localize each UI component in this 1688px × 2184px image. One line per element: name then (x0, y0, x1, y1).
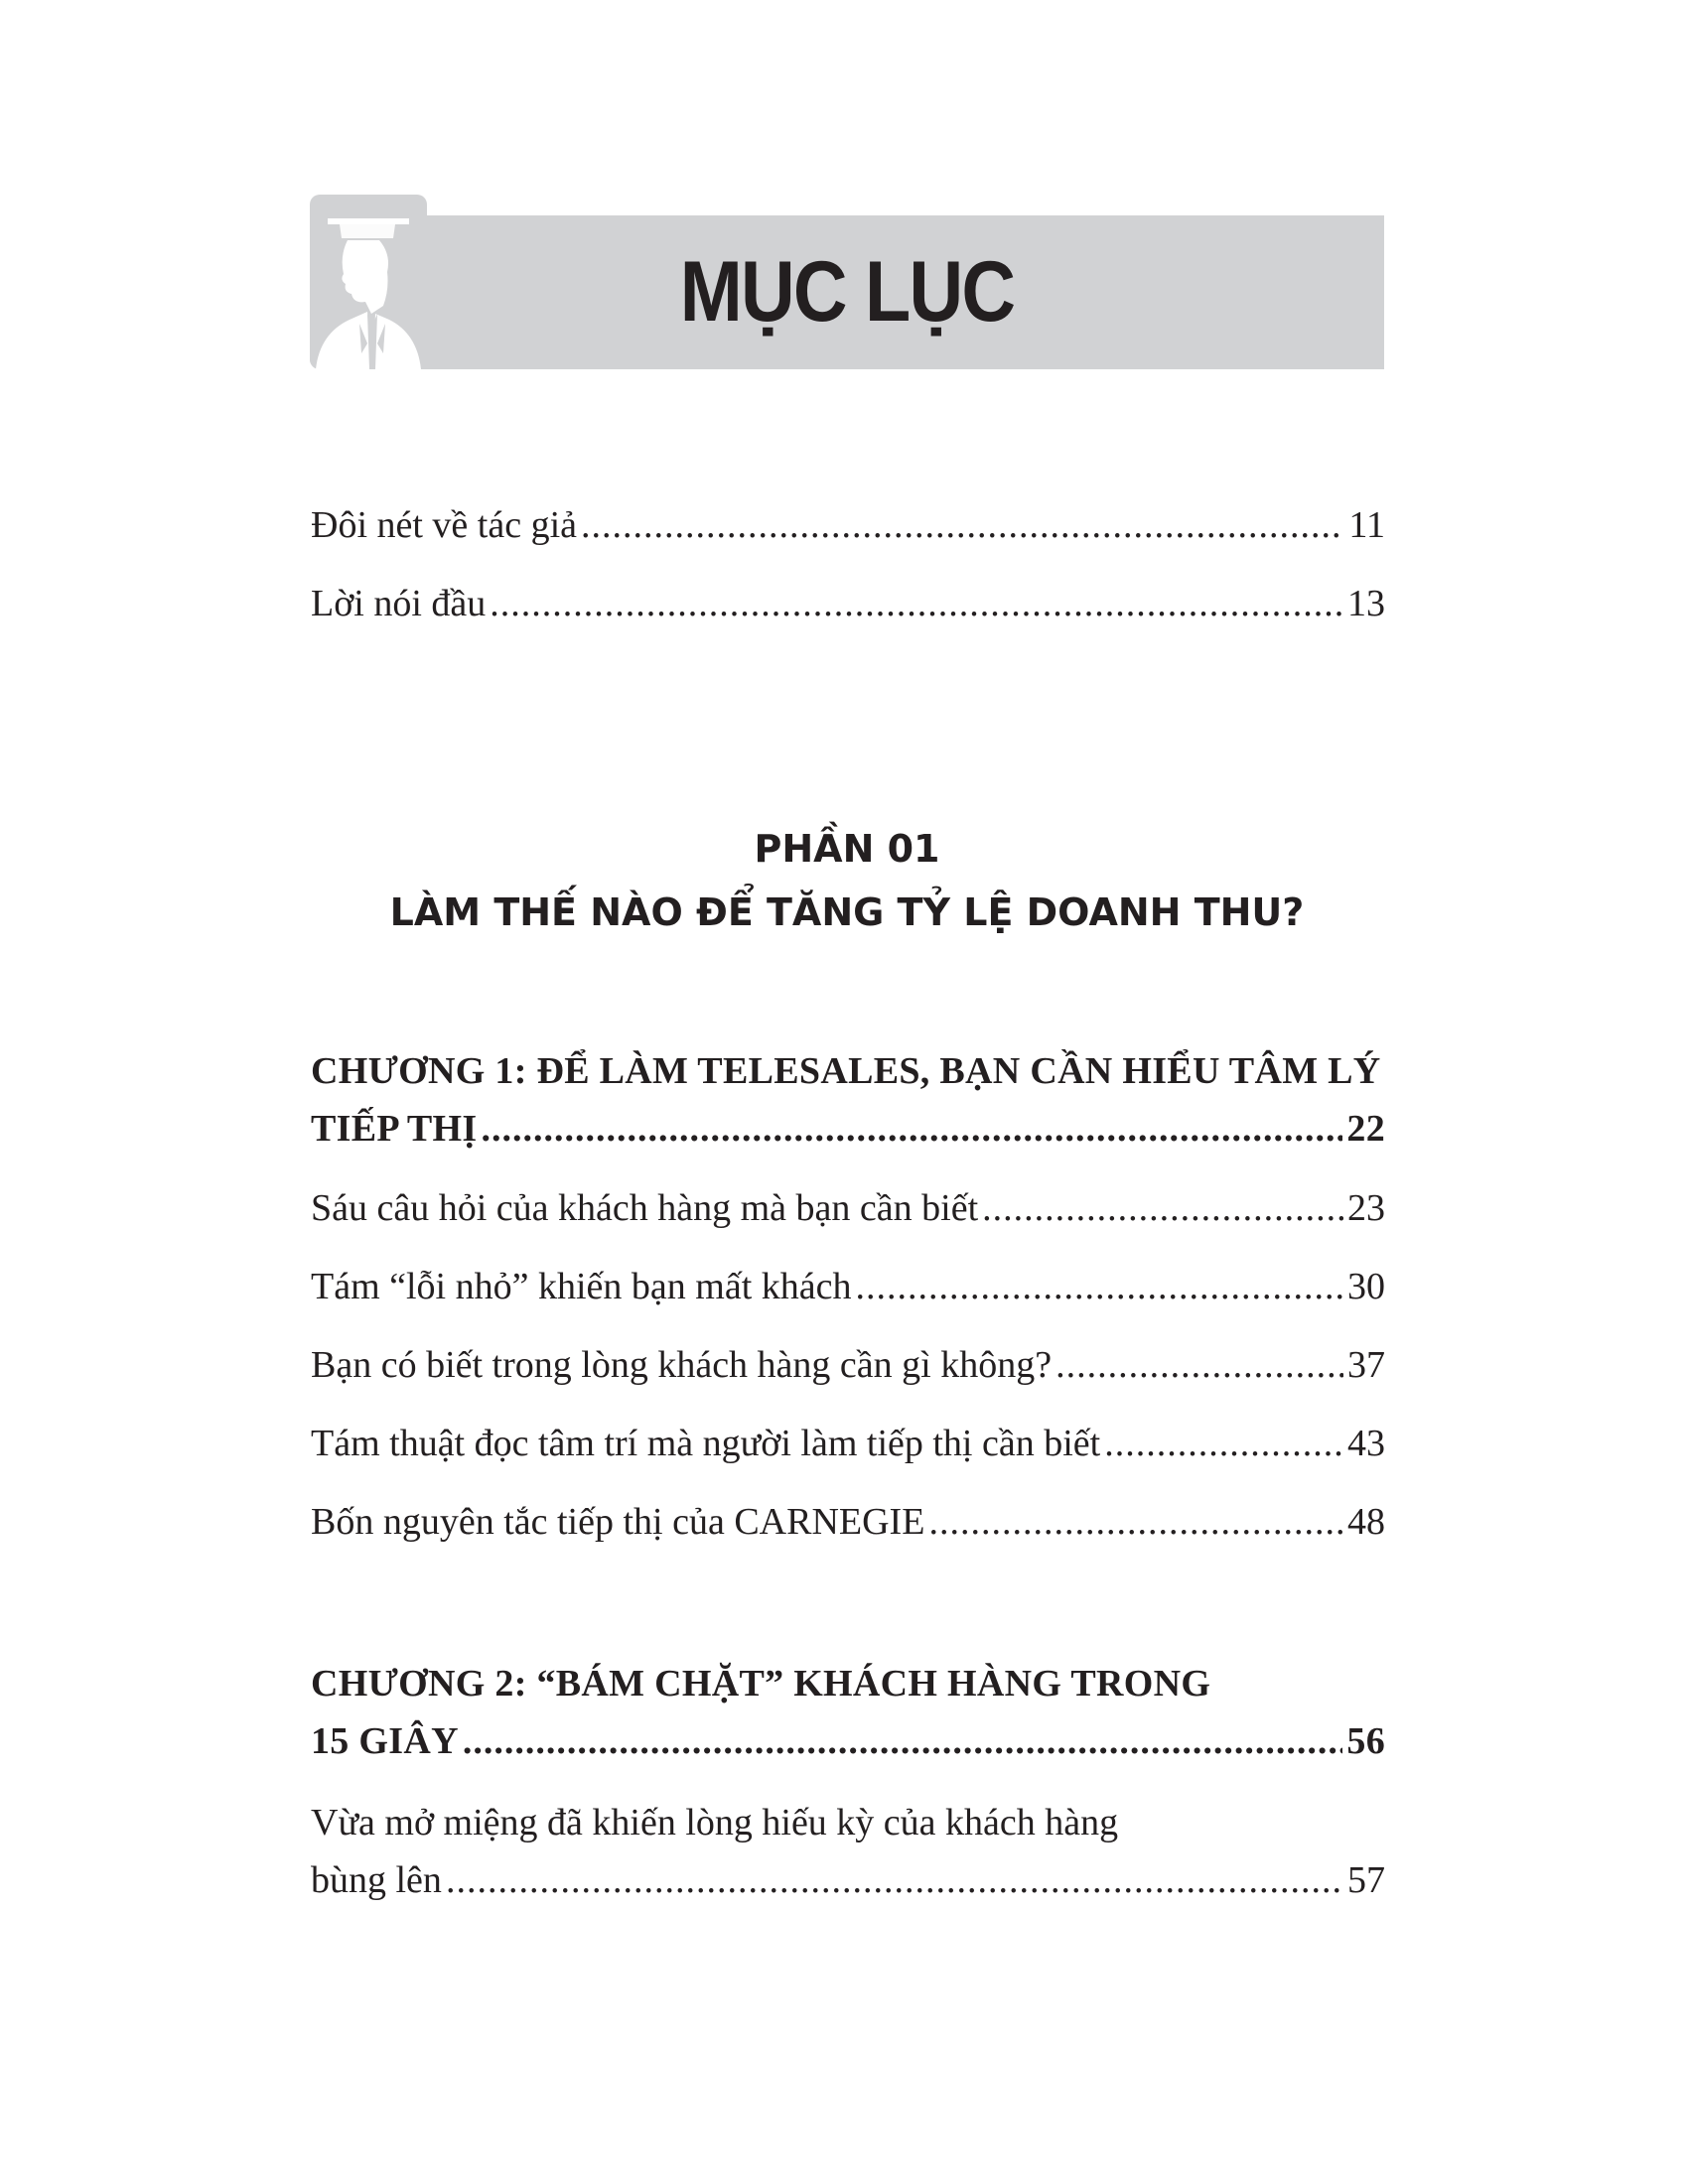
toc-entry-chapter-2[interactable] (311, 1717, 1385, 1765)
toc-entry-page: 48 (1347, 1501, 1385, 1543)
dot-leader (463, 1717, 1343, 1765)
dot-leader (982, 1184, 1343, 1232)
chapter-2-title: CHƯƠNG 2: “BÁM CHẶT” KHÁCH HÀNG TRONG (311, 1663, 1211, 1705)
toc-entry-section[interactable] (311, 1263, 1385, 1310)
toc-entry-section[interactable] (311, 1498, 1385, 1546)
toc-entry-label: Tám thuật đọc tâm trí mà người làm tiếp thị cần biết (311, 1423, 1101, 1464)
toc-entry-chapter-1[interactable] (311, 1105, 1385, 1153)
dot-leader (446, 1856, 1343, 1904)
chapter-1-title-continued: TIẾP THỊ (311, 1108, 478, 1150)
toc-entry-page: 22 (1346, 1108, 1385, 1150)
toc-entry-label: Đôi nét về tác giả (311, 504, 578, 546)
toc-entry-page: 23 (1347, 1187, 1385, 1229)
dot-leader (1104, 1420, 1343, 1467)
toc-entry-label: bùng lên (311, 1859, 442, 1901)
part-title: LÀM THẾ NÀO ĐỂ TĂNG TỶ LỆ DOANH THU? (389, 890, 1305, 934)
toc-entry-page: 57 (1347, 1859, 1385, 1901)
toc-entry-section[interactable] (311, 1184, 1385, 1232)
chapter-1-title: CHƯƠNG 1: ĐỂ LÀM TELESALES, BẠN CẦN HIỂU TÂM LÝ (311, 1050, 1381, 1092)
dot-leader (1055, 1341, 1343, 1389)
toc-entry-page: 43 (1347, 1423, 1385, 1464)
toc-entry-page: 11 (1348, 504, 1385, 546)
toc-entry-label-line1: Vừa mở miệng đã khiến lòng hiếu kỳ của khách hàng (311, 1802, 1119, 1843)
toc-entry-section[interactable] (311, 1856, 1385, 1904)
toc-entry-section[interactable] (311, 1341, 1385, 1389)
toc-entry-label: Lời nói đầu (311, 583, 487, 624)
dot-leader (581, 501, 1344, 549)
toc-entry-page: 13 (1347, 583, 1385, 624)
page-title: MỤC LỤC (679, 244, 1015, 340)
toc-entry-page: 30 (1347, 1266, 1385, 1307)
toc-entry-section[interactable] (311, 1420, 1385, 1467)
chapter-2-title-continued: 15 GIÂY (311, 1720, 459, 1762)
toc-entry-label: Bạn có biết trong lòng khách hàng cần gì không? (311, 1344, 1053, 1386)
dot-leader (490, 580, 1343, 627)
toc-entry-author[interactable] (311, 501, 1385, 549)
dot-leader (928, 1498, 1343, 1546)
dot-leader (482, 1105, 1343, 1153)
toc-entry-label: Bốn nguyên tắc tiếp thị của CARNEGIE (311, 1501, 925, 1543)
toc-entry-label: Tám “lỗi nhỏ” khiến bạn mất khách (311, 1266, 852, 1307)
part-number: PHẦN 01 (754, 827, 940, 871)
toc-entry-page: 56 (1346, 1720, 1385, 1762)
toc-entry-page: 37 (1347, 1344, 1385, 1386)
toc-entry-label: Sáu câu hỏi của khách hàng mà bạn cần biết (311, 1187, 979, 1229)
dot-leader (856, 1263, 1344, 1310)
toc-entry-preface[interactable] (311, 580, 1385, 627)
